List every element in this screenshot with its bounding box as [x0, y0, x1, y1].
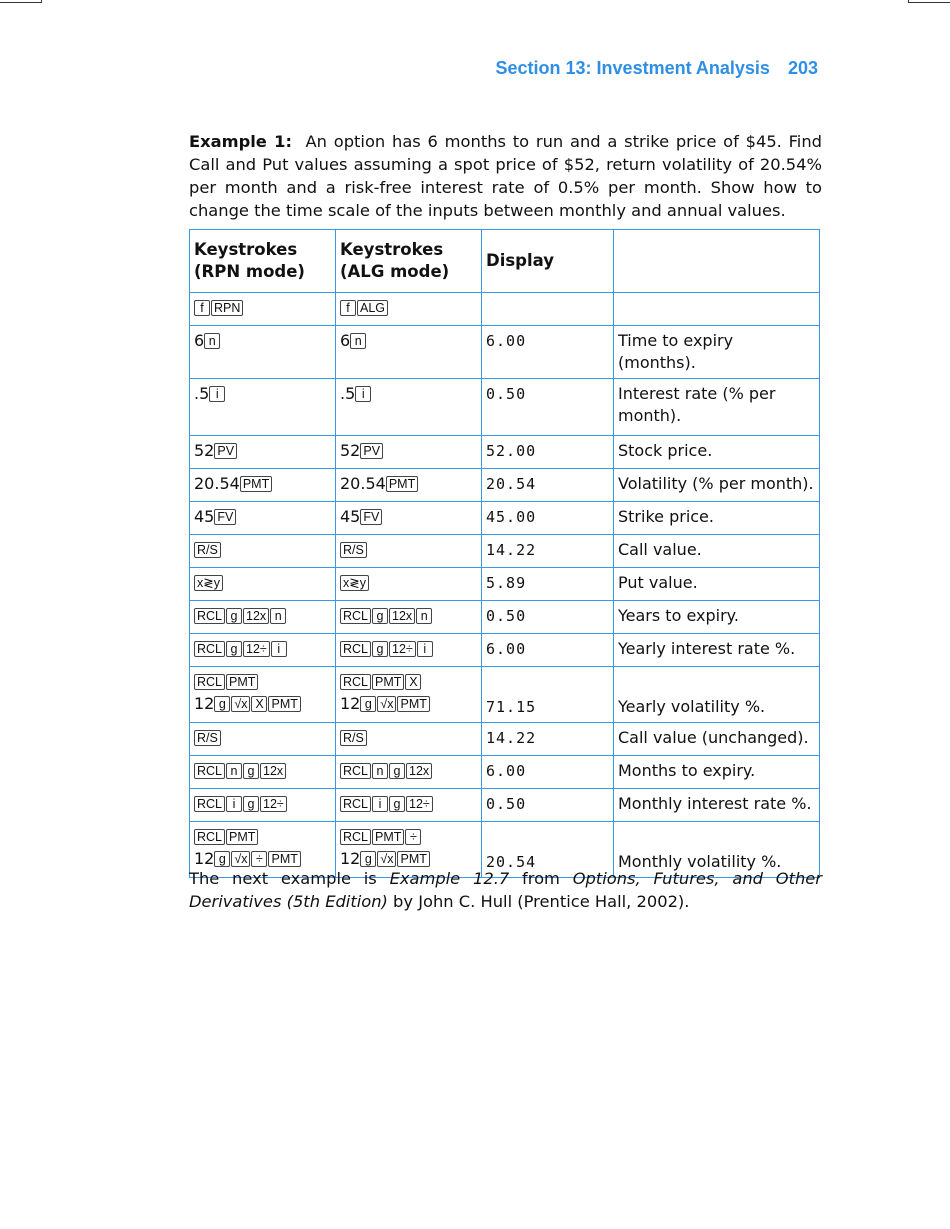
- keystrokes-rpn-cell: [190, 469, 336, 502]
- header-note: [614, 230, 820, 293]
- keystroke-number: 20.54: [340, 474, 386, 493]
- crop-mark-right: [908, 0, 950, 3]
- calculator-key: PMT: [386, 476, 418, 492]
- description-note: [614, 293, 820, 326]
- keystrokes-rpn-cell: [190, 756, 336, 789]
- keystroke-number: 6: [194, 331, 205, 350]
- calculator-key: g: [372, 608, 388, 624]
- calculator-key: RCL: [194, 829, 225, 845]
- crop-mark-left: [0, 0, 42, 3]
- table-row: [190, 756, 820, 789]
- keystrokes-rpn-cell: [190, 436, 336, 469]
- keystrokes-rpn-cell: [190, 667, 336, 723]
- calculator-key: R/S: [340, 730, 367, 746]
- calculator-key: RCL: [340, 829, 371, 845]
- calculator-key: x≷y: [194, 575, 223, 591]
- calculator-key: RCL: [194, 641, 225, 657]
- keystrokes-rpn-cell: [190, 568, 336, 601]
- header-rpn: [190, 230, 336, 293]
- table-row: [190, 789, 820, 822]
- description-note: Yearly interest rate %.: [614, 634, 820, 667]
- calculator-key: i: [372, 796, 388, 812]
- calculator-key: RCL: [194, 674, 225, 690]
- display-value: 6.00: [482, 634, 614, 667]
- keystrokes-alg-cell: [336, 379, 482, 436]
- description-note: Yearly volatility %.: [614, 667, 820, 723]
- display-value: 52.00: [482, 436, 614, 469]
- calculator-key: n: [372, 763, 388, 779]
- calculator-key: 12x: [243, 608, 269, 624]
- outro-example-ref: Example 12.7: [389, 869, 510, 888]
- calculator-key: ÷: [405, 829, 421, 845]
- keystroke-number: 12: [340, 849, 361, 868]
- display-value: 5.89: [482, 568, 614, 601]
- display-value: 6.00: [482, 326, 614, 379]
- calculator-key: PMT: [268, 851, 300, 867]
- example-text: An option has 6 months to run and a strike price of $45. Find Call and Put values assuming a spot price of $52, return volatility of 20.54% per month and a risk-free interest rate of 0.5% per month. Show how to change the time scale of the inputs between monthly and annual values.: [189, 132, 822, 220]
- page-number: 203: [787, 58, 818, 78]
- calculator-key: g: [243, 763, 259, 779]
- keystroke-number: 6: [340, 331, 351, 350]
- keystrokes-rpn-cell: [190, 502, 336, 535]
- calculator-key: g: [243, 796, 259, 812]
- description-note: Put value.: [614, 568, 820, 601]
- display-value: 14.22: [482, 535, 614, 568]
- calculator-key: n: [270, 608, 286, 624]
- table-row: [190, 667, 820, 723]
- keystroke-number: 45: [340, 507, 361, 526]
- keystrokes-alg-cell: [336, 436, 482, 469]
- description-note: Years to expiry.: [614, 601, 820, 634]
- page-header: [496, 58, 818, 79]
- display-value: 20.54: [482, 822, 614, 878]
- example-label: Example 1:: [189, 132, 292, 151]
- outro-book-title: Options, Futures, and Other Derivatives (5th Edition): [189, 869, 822, 911]
- table-row: [190, 326, 820, 379]
- table-row: [190, 379, 820, 436]
- calculator-key: RCL: [194, 608, 225, 624]
- display-value: 14.22: [482, 723, 614, 756]
- calculator-key: PMT: [240, 476, 272, 492]
- display-value: 6.00: [482, 756, 614, 789]
- calculator-key: n: [416, 608, 432, 624]
- calculator-key: R/S: [194, 542, 221, 558]
- calculator-key: √x: [231, 696, 250, 712]
- calculator-key: n: [350, 333, 366, 349]
- keystrokes-rpn-cell: [190, 634, 336, 667]
- description-note: Volatility (% per month).: [614, 469, 820, 502]
- header-display: Display: [482, 230, 614, 293]
- description-note: Time to expiry (months).: [614, 326, 820, 379]
- next-example-text: [189, 867, 822, 913]
- header-alg-line2: (ALG mode): [340, 262, 450, 281]
- calculator-key: n: [204, 333, 220, 349]
- keystrokes-rpn-cell: [190, 723, 336, 756]
- description-note: Call value (unchanged).: [614, 723, 820, 756]
- display-value: [482, 293, 614, 326]
- keystroke-table: [189, 229, 820, 878]
- calculator-key: PV: [360, 443, 383, 459]
- keystrokes-alg-cell: [336, 723, 482, 756]
- calculator-key: PMT: [268, 696, 300, 712]
- calculator-key: 12x: [406, 763, 432, 779]
- keystroke-number: .5: [194, 384, 210, 403]
- calculator-key: PMT: [226, 829, 258, 845]
- keystroke-number: 12: [340, 694, 361, 713]
- calculator-key: f: [340, 300, 356, 316]
- calculator-key: g: [214, 851, 230, 867]
- table-row: [190, 601, 820, 634]
- section-title: Section 13: Investment Analysis: [495, 58, 770, 78]
- calculator-key: RCL: [340, 608, 371, 624]
- calculator-key: RCL: [340, 763, 371, 779]
- keystrokes-rpn-cell: [190, 535, 336, 568]
- calculator-key: g: [389, 763, 405, 779]
- calculator-key: R/S: [194, 730, 221, 746]
- calculator-key: X: [405, 674, 421, 690]
- calculator-key: g: [360, 696, 376, 712]
- table-row: [190, 723, 820, 756]
- header-rpn-line2: (RPN mode): [194, 262, 305, 281]
- header-rpn-line1: Keystrokes: [194, 240, 298, 259]
- keystrokes-alg-cell: [336, 756, 482, 789]
- calculator-key: PMT: [372, 829, 404, 845]
- table-row: [190, 293, 820, 326]
- keystrokes-alg-cell: [336, 293, 482, 326]
- keystroke-number: .5: [340, 384, 356, 403]
- keystroke-number: 12: [194, 694, 215, 713]
- header-alg: [336, 230, 482, 293]
- calculator-key: g: [226, 641, 242, 657]
- keystrokes-rpn-cell: [190, 601, 336, 634]
- keystrokes-rpn-cell: [190, 789, 336, 822]
- calculator-key: RCL: [340, 674, 371, 690]
- calculator-key: 12÷: [406, 796, 433, 812]
- calculator-key: i: [355, 386, 371, 402]
- calculator-key: f: [194, 300, 210, 316]
- display-value: 71.15: [482, 667, 614, 723]
- calculator-key: PMT: [397, 696, 429, 712]
- calculator-key: PMT: [397, 851, 429, 867]
- display-value: 0.50: [482, 789, 614, 822]
- calculator-key: x≷y: [340, 575, 369, 591]
- example-intro: [189, 130, 822, 222]
- description-note: Interest rate (% per month).: [614, 379, 820, 436]
- keystrokes-alg-cell: [336, 789, 482, 822]
- calculator-key: √x: [231, 851, 250, 867]
- description-note: Stock price.: [614, 436, 820, 469]
- calculator-key: ALG: [357, 300, 388, 316]
- calculator-key: RCL: [194, 796, 225, 812]
- keystrokes-alg-cell: [336, 469, 482, 502]
- calculator-key: 12÷: [243, 641, 270, 657]
- calculator-key: i: [226, 796, 242, 812]
- calculator-key: RCL: [340, 796, 371, 812]
- keystroke-number: 52: [194, 441, 215, 460]
- calculator-key: X: [251, 696, 267, 712]
- display-value: 20.54: [482, 469, 614, 502]
- table-row: [190, 634, 820, 667]
- keystrokes-alg-cell: [336, 502, 482, 535]
- description-note: Monthly volatility %.: [614, 822, 820, 878]
- calculator-key: FV: [360, 509, 382, 525]
- outro-before: The next example is: [189, 869, 390, 888]
- keystrokes-rpn-cell: [190, 379, 336, 436]
- calculator-key: PMT: [226, 674, 258, 690]
- calculator-key: √x: [377, 696, 396, 712]
- description-note: Call value.: [614, 535, 820, 568]
- description-note: Months to expiry.: [614, 756, 820, 789]
- keystrokes-alg-cell: [336, 601, 482, 634]
- calculator-key: g: [226, 608, 242, 624]
- keystrokes-rpn-cell: [190, 326, 336, 379]
- calculator-key: i: [209, 386, 225, 402]
- calculator-key: R/S: [340, 542, 367, 558]
- calculator-key: PV: [214, 443, 237, 459]
- header-alg-line1: Keystrokes: [340, 240, 444, 259]
- description-note: Strike price.: [614, 502, 820, 535]
- calculator-key: 12÷: [389, 641, 416, 657]
- calculator-key: RCL: [340, 641, 371, 657]
- keystrokes-alg-cell: [336, 326, 482, 379]
- outro-after: by John C. Hull (Prentice Hall, 2002).: [387, 892, 690, 911]
- calculator-key: g: [372, 641, 388, 657]
- calculator-key: i: [417, 641, 433, 657]
- description-note: Monthly interest rate %.: [614, 789, 820, 822]
- display-value: 0.50: [482, 379, 614, 436]
- calculator-key: RCL: [194, 763, 225, 779]
- keystroke-number: 52: [340, 441, 361, 460]
- table-row: [190, 502, 820, 535]
- keystrokes-rpn-cell: [190, 293, 336, 326]
- keystroke-number: 20.54: [194, 474, 240, 493]
- calculator-key: 12÷: [260, 796, 287, 812]
- outro-mid: from: [509, 869, 573, 888]
- table-row: [190, 469, 820, 502]
- calculator-key: g: [214, 696, 230, 712]
- calculator-key: 12x: [260, 763, 286, 779]
- display-value: 45.00: [482, 502, 614, 535]
- keystroke-number: 45: [194, 507, 215, 526]
- table-header-row: [190, 230, 820, 293]
- keystroke-number: 12: [194, 849, 215, 868]
- calculator-key: n: [226, 763, 242, 779]
- display-value: 0.50: [482, 601, 614, 634]
- calculator-key: g: [389, 796, 405, 812]
- calculator-key: i: [271, 641, 287, 657]
- calculator-key: RPN: [211, 300, 243, 316]
- table-row: [190, 436, 820, 469]
- calculator-key: 12x: [389, 608, 415, 624]
- keystrokes-alg-cell: [336, 535, 482, 568]
- calculator-key: g: [360, 851, 376, 867]
- table-row: [190, 535, 820, 568]
- calculator-key: FV: [214, 509, 236, 525]
- table-row: [190, 568, 820, 601]
- calculator-key: PMT: [372, 674, 404, 690]
- table-body: [190, 293, 820, 878]
- keystrokes-alg-cell: [336, 634, 482, 667]
- keystrokes-alg-cell: [336, 667, 482, 723]
- calculator-key: ÷: [251, 851, 267, 867]
- keystrokes-alg-cell: [336, 568, 482, 601]
- calculator-key: √x: [377, 851, 396, 867]
